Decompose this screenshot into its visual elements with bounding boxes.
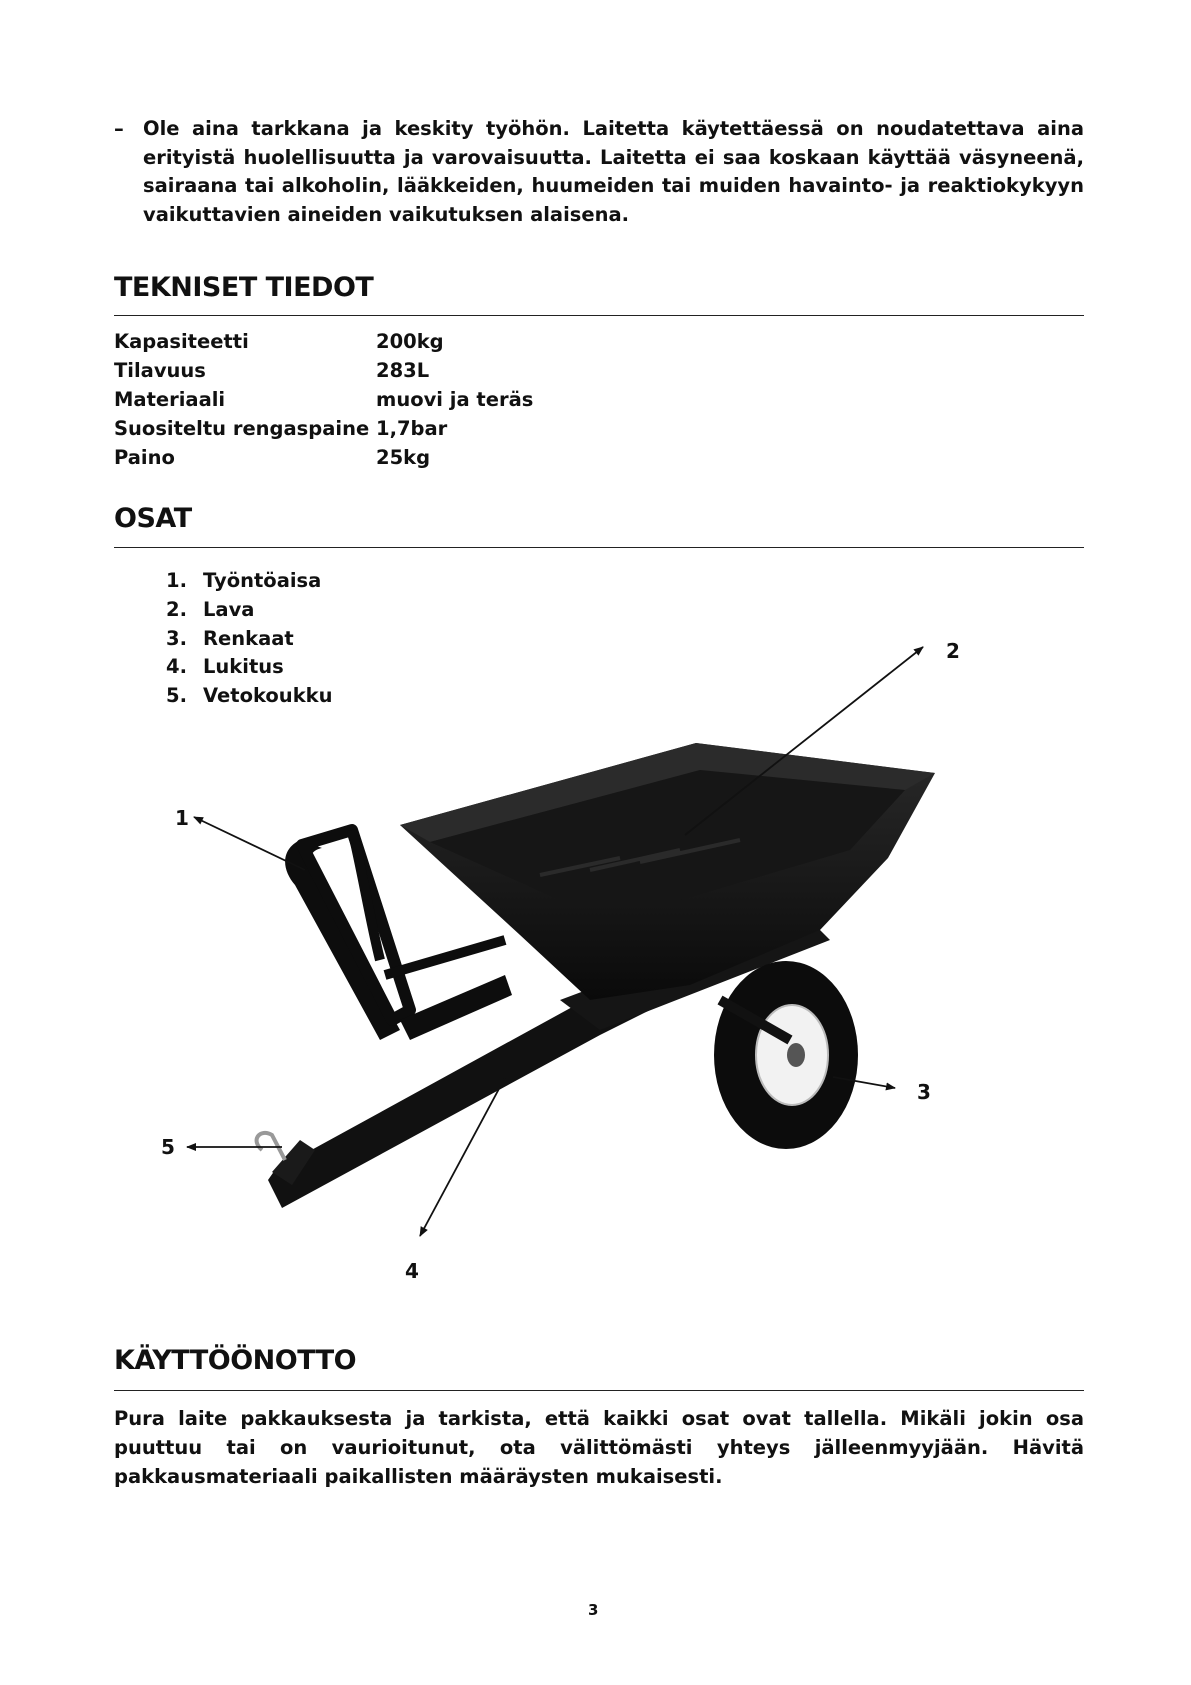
part-number: 2.	[166, 597, 187, 621]
spec-value: 25kg	[376, 446, 431, 469]
part-name: Lava	[203, 597, 255, 621]
bullet-text: Ole aina tarkkana ja keskity työhön. Laitetta käytettäessä on noudatettava aina erityistä huolellisuutta ja varovaisuutta. Laitetta ei saa koskaan käyttää väsyneenä, sairaana tai alkoholin, lääkkeiden, huumeiden tai muiden havainto- ja reaktiokykyyn vaikuttavien aineiden vaikutuksen alaisena.	[143, 117, 1084, 226]
commissioning-text: Pura laite pakkauksesta ja tarkista, että kaikki osat ovat tallella. Mikäli jokin osa puuttuu tai on vaurioitunut, ota välittömästi yhteys jälleenmyyjään. Hävitä pakkausmateriaali paikallisten määräysten mukaisesti.	[114, 1407, 1084, 1488]
spec-label: Suositeltu rengaspaine	[114, 417, 370, 440]
page-number: 3	[588, 1601, 599, 1619]
callout-arrow-1	[194, 817, 305, 870]
callout-label-5: 5	[161, 1135, 175, 1159]
spec-value: muovi ja teräs	[376, 388, 534, 411]
tech-specs-heading: TEKNISET TIEDOT	[114, 272, 374, 303]
callout-label-4: 4	[405, 1259, 419, 1283]
commissioning-divider	[114, 1390, 1084, 1391]
spec-value: 1,7bar	[376, 417, 448, 440]
callout-label-1: 1	[175, 806, 189, 830]
bullet-dash: –	[114, 117, 124, 140]
part-name: Vetokoukku	[203, 684, 333, 708]
commissioning-heading: KÄYTTÖÖNOTTO	[114, 1345, 357, 1376]
part-name: Lukitus	[203, 655, 284, 679]
part-number: 1.	[166, 569, 187, 592]
garden-cart-image	[257, 743, 935, 1208]
spec-label: Paino	[114, 446, 175, 469]
spec-value: 283L	[376, 359, 430, 382]
part-number: 3.	[166, 626, 187, 650]
spec-label: Materiaali	[114, 388, 226, 411]
spec-label: Kapasiteetti	[114, 330, 249, 353]
parts-heading: OSAT	[114, 503, 192, 534]
spec-value: 200kg	[376, 330, 444, 353]
spec-label: Tilavuus	[114, 359, 206, 382]
callout-label-2: 2	[946, 639, 960, 663]
part-name: Renkaat	[203, 626, 294, 650]
part-number: 5.	[166, 684, 187, 708]
part-name: Työntöaisa	[203, 569, 322, 592]
callout-label-3: 3	[917, 1080, 931, 1104]
part-number: 4.	[166, 655, 187, 679]
